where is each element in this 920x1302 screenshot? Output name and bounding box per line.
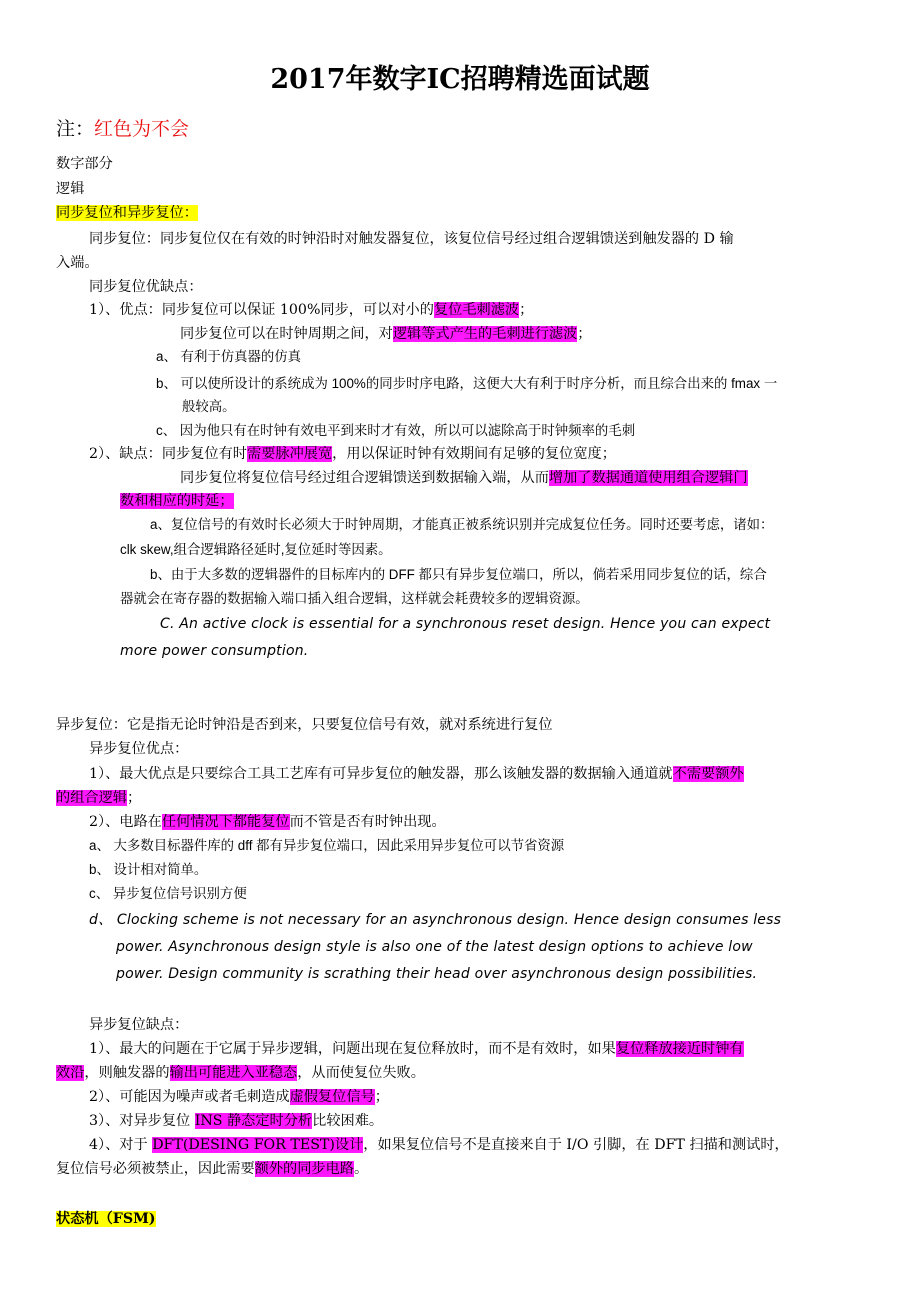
highlight: 输出可能进入亚稳态 [169, 1065, 298, 1081]
async-pro-d-line2: power. Asynchronous design style is also one of the latest design options to achieve low [116, 939, 753, 955]
sync-con-3 [120, 491, 234, 511]
async-pros-heading: 异步复位优点： [89, 741, 189, 757]
async-pro-d-line1: d、 Clocking scheme is not necessary for an asynchronous design. Hence design consumes less [89, 912, 782, 928]
note-line [56, 116, 189, 142]
highlight: 复位毛刺滤波 [433, 302, 520, 318]
highlight: 增加了数据通道使用组合逻辑门 [548, 470, 748, 486]
async-con-2: 2）、可能因为噪声或者毛刺造成虚假复位信号； [89, 1089, 389, 1105]
async-pro-2: 2）、电路在任何情况下都能复位而不管是否有时钟出现。 [89, 814, 446, 830]
note-text: 红色为不会 [94, 118, 190, 140]
sync-pro-2: 同步复位可以在时钟周期之间，对逻辑等式产生的毛刺进行滤波； [180, 326, 592, 342]
async-pro-1-line2: 的组合逻辑； [56, 790, 142, 806]
async-con-1-line1: 1）、最大的问题在于它属于异步逻辑，问题出现在复位释放时，而不是有效时，如果复位释放接近时钟有 [89, 1041, 744, 1057]
async-con-1-line2: 效沿，则触发器的输出可能进入亚稳态，从而使复位失败。 [56, 1065, 425, 1081]
async-pro-d-line3: power. Design community is scrathing their head over asynchronous design possibilities. [116, 966, 758, 982]
async-pro-c: c、 异步复位信号识别方便 [89, 886, 247, 901]
page-title: 2017年数字IC招聘精选面试题 [270, 64, 650, 95]
section-logic: 逻辑 [56, 181, 85, 197]
sync-con-a-line1: a、复位信号的有效时长必须大于时钟周期，才能真正被系统识别并完成复位任务。同时还要考虑，诸如： [150, 517, 774, 532]
fsm-heading-highlight: 状态机（FSM) [56, 1211, 156, 1227]
sync-heading [56, 203, 198, 223]
highlight: 数和相应的时延； [120, 493, 234, 509]
sync-con-c-line1: C. An active clock is essential for a synchronous reset design. Hence you can expect [160, 616, 771, 632]
highlight: 效沿 [56, 1065, 85, 1081]
highlight: DFT(DESING FOR TEST)设计 [152, 1137, 364, 1153]
sync-con-1: 2）、缺点：同步复位有时需要脉冲展宽，用以保证时钟有效期间有足够的复位宽度； [89, 446, 616, 462]
highlight: 虚假复位信号 [289, 1089, 375, 1105]
sync-con-b-line2: 器就会在寄存器的数据输入端口插入组合逻辑，这样就会耗费较多的逻辑资源。 [120, 591, 589, 606]
sync-pro-1: 1）、优点：同步复位可以保证 100%同步，可以对小的复位毛刺滤波； [89, 302, 534, 318]
async-def: 异步复位：它是指无论时钟沿是否到来，只要复位信号有效，就对系统进行复位 [56, 717, 553, 733]
async-con-3: 3）、对异步复位 INS 静态定时分析比较困难。 [89, 1113, 384, 1129]
sync-heading-highlight: 同步复位和异步复位： [56, 205, 198, 221]
section-digital: 数字部分 [56, 156, 113, 172]
async-pro-a: a、 大多数目标器件库的 dff 都有异步复位端口，因此采用异步复位可以节省资源 [89, 838, 565, 853]
sync-def-line1: 同步复位：同步复位仅在有效的时钟沿时对触发器复位，该复位信号经过组合逻辑馈送到触发器的 D 输 [89, 231, 734, 247]
sync-pro-c: c、 因为他只有在时钟有效电平到来时才有效，所以可以滤除高于时钟频率的毛刺 [156, 423, 636, 438]
highlight: 逻辑等式产生的毛刺进行滤波 [392, 326, 578, 342]
highlight: 复位释放接近时钟有 [615, 1041, 744, 1057]
highlight: 不需要额外 [672, 766, 744, 782]
sync-con-b-line1: b、由于大多数的逻辑器件的目标库内的 DFF 都只有异步复位端口，所以，倘若采用同步复位的话，综合 [150, 567, 767, 582]
highlight: 任何情况下都能复位 [161, 814, 290, 830]
sync-def-line2: 入端。 [56, 255, 99, 271]
highlight: 额外的同步电路 [254, 1161, 354, 1177]
fsm-heading [56, 1209, 156, 1229]
sync-con-c-line2: more power consumption. [120, 643, 309, 659]
async-pro-b: b、 设计相对简单。 [89, 862, 208, 877]
note-label: 注： [56, 118, 95, 140]
async-cons-heading: 异步复位缺点： [89, 1017, 189, 1033]
sync-proscons: 同步复位优缺点： [89, 279, 203, 295]
async-con-4-line1: 4）、对于 DFT(DESING FOR TEST)设计，如果复位信号不是直接来自于 I/O 引脚，在 DFT 扫描和测试时， [89, 1137, 789, 1153]
highlight: 需要脉冲展宽 [247, 446, 333, 462]
sync-pro-b-line1: b、 可以使所设计的系统成为 100%的同步时序电路，这便大大有利于时序分析，而且综合出来的 fmax 一 [156, 376, 778, 391]
async-con-4-line2: 复位信号必须被禁止，因此需要额外的同步电路。 [56, 1161, 369, 1177]
sync-con-a-line2: clk skew,组合逻辑路径延时,复位延时等因素。 [120, 542, 392, 557]
sync-pro-a: a、 有利于仿真器的仿真 [156, 349, 302, 364]
async-pro-1-line1: 1）、最大优点是只要综合工具工艺库有可异步复位的触发器，那么该触发器的数据输入通道就不需要额外 [89, 766, 744, 782]
sync-pro-b-line2: 般较高。 [182, 399, 236, 414]
sync-con-2: 同步复位将复位信号经过组合逻辑馈送到数据输入端，从而增加了数据通道使用组合逻辑门 [180, 470, 748, 486]
highlight: 的组合逻辑 [56, 790, 127, 806]
highlight: INS 静态定时分析 [194, 1113, 313, 1129]
